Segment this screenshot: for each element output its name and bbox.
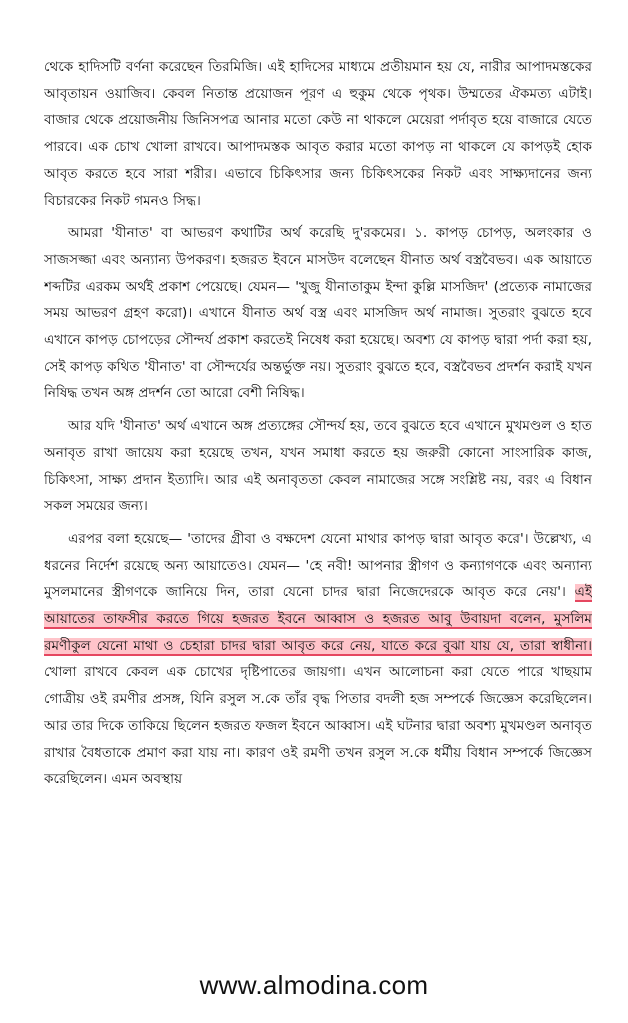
book-page <box>44 54 592 914</box>
paragraph-4 <box>44 526 592 793</box>
paragraph-3 <box>44 413 592 520</box>
paragraph-2-text: আমরা 'যীনাত' বা আভরণ কথাটির অর্থ করেছি দু'রকমের। ১. কাপড় চোপড়, অলংকার ও সাজসজ্জা এবং অন্যান্য উপকরণ। হজরত ইবনে মাসউদ বলেছেন যীনাত অর্থ বস্ত্রবৈভব। এক আয়াতে শব্দটির এরকম অর্থই প্রকাশ পেয়েছে। যেমন— 'খুজু যীনাতাকুম ইন্দা কুল্লি মাসজিদ' (প্রত্যেক নামাজের সময় আভরণ গ্রহণ করো)। এখানে যীনাত অর্থ বস্ত্র এবং মাসজিদ অর্থ নামাজ। সুতরাং বুঝতে হবে এখানে কাপড় চোপড়ের সৌন্দর্য প্রকাশ করতেই নিষেধ করা হয়েছে। অবশ্য যে কাপড় দ্বারা পর্দা করা হয়, সেই কাপড় কথিত 'যীনাত' বা সৌন্দর্যের অন্তর্ভুক্ত নয়। সুতরাং বুঝতে হবে, বস্ত্রবৈভব প্রদর্শন করাই যখন নিষিদ্ধ তখন অঙ্গ প্রদর্শন তো আরো বেশী নিষিদ্ধ। <box>44 225 592 402</box>
website-footer: www.almodina.com <box>199 970 429 1000</box>
paragraph-3-text: আর যদি 'যীনাত' অর্থ এখানে অঙ্গ প্রত্যঙ্গের সৌন্দর্য হয়, তবে বুঝতে হবে এখানে মুখমণ্ডল ও হাত অনাবৃত রাখা জায়েয করা হয়েছে তখন, যখন সমাধা করতে হয় জরুরী কোনো সাংসারিক কাজ, চিকিৎসা, সাক্ষ্য প্রদান ইত্যাদি। আর এই অনাবৃততা কেবল নামাজের সঙ্গে সংশ্লিষ্ট নয়, বরং এ বিধান সকল সময়ের জন্য। <box>44 418 592 515</box>
paragraph-2 <box>44 220 592 407</box>
paragraph-4-text-after: খোলা রাখবে কেবল এক চোখের দৃষ্টিপাতের জায়গা। এখন আলোচনা করা যেতে পারে খাছয়াম গোত্রীয় ওই রমণীর প্রসঙ্গ, যিনি রসুল স.কে তাঁর বৃদ্ধ পিতার বদলী হজ সম্পর্কে জিজ্ঞেস করেছিলেন। আর তার দিকে তাকিয়ে ছিলেন হজরত ফজল ইবনে আব্বাস। এই ঘটনার দ্বারা অবশ্য মুখমণ্ডল অনাবৃত রাখার বৈধতাকে প্রমাণ করা যায় না। কারণ ওই রমণী তখন রসুল স.কে ধর্মীয় বিধান সম্পর্কে জিজ্ঞেস করেছিলেন। এমন অবস্থায় <box>44 664 592 788</box>
paragraph-1-text: থেকে হাদিসটি বর্ণনা করেছেন তিরমিজি। এই হাদিসের মাধ্যমে প্রতীয়মান হয় যে, নারীর আপাদমস্তকের আবৃতায়ন ওয়াজিব। কেবল নিতান্ত প্রয়োজন পূরণ এ হুকুম থেকে পৃথক। উম্মতের ঐকমত্য এটাই। বাজার থেকে প্রয়োজনীয় জিনিসপত্র আনার মতো কেউ না থাকলে মেয়েরা পর্দাবৃত হয়ে বাজারে যেতে পারবে। এক চোখ খোলা রাখবে। আপাদমস্তক আবৃত করার মতো কাপড় না থাকলে যে কাপড়ই হোক আবৃত করতে হবে সারা শরীর। এভাবে চিকিৎসার জন্য চিকিৎসকের নিকট এবং সাক্ষ্যদানের জন্য বিচারকের নিকট গমনও সিদ্ধ। <box>44 59 592 209</box>
paragraph-4-text-before: এরপর বলা হয়েছে— 'তাদের গ্রীবা ও বক্ষদেশ যেনো মাথার কাপড় দ্বারা আবৃত করে'। উল্লেখ্য, এ ধরনের নির্দেশ রয়েছে অন্য আয়াতেও। যেমন— 'হে নবী! আপনার স্ত্রীগণ ও কন্যাগণকে এবং অন্যান্য মুসলমানের স্ত্রীগণকে জানিয়ে দিন, তারা যেনো চাদর দ্বারা নিজেদেরকে আবৃত করে নেয়'। <box>44 530 592 601</box>
highlighted-passage: এই আয়াতের তাফসীর করতে গিয়ে হজরত ইবনে আব্বাস ও হজরত আবু উবায়দা বলেন, মুসলিম রমণীকুল যেনো মাথা ও চেহারা চাদর দ্বারা আবৃত করে নেয়, যাতে করে বুঝা যায় যে, তারা স্বাধীনা। <box>44 584 592 654</box>
paragraph-1 <box>44 54 592 214</box>
